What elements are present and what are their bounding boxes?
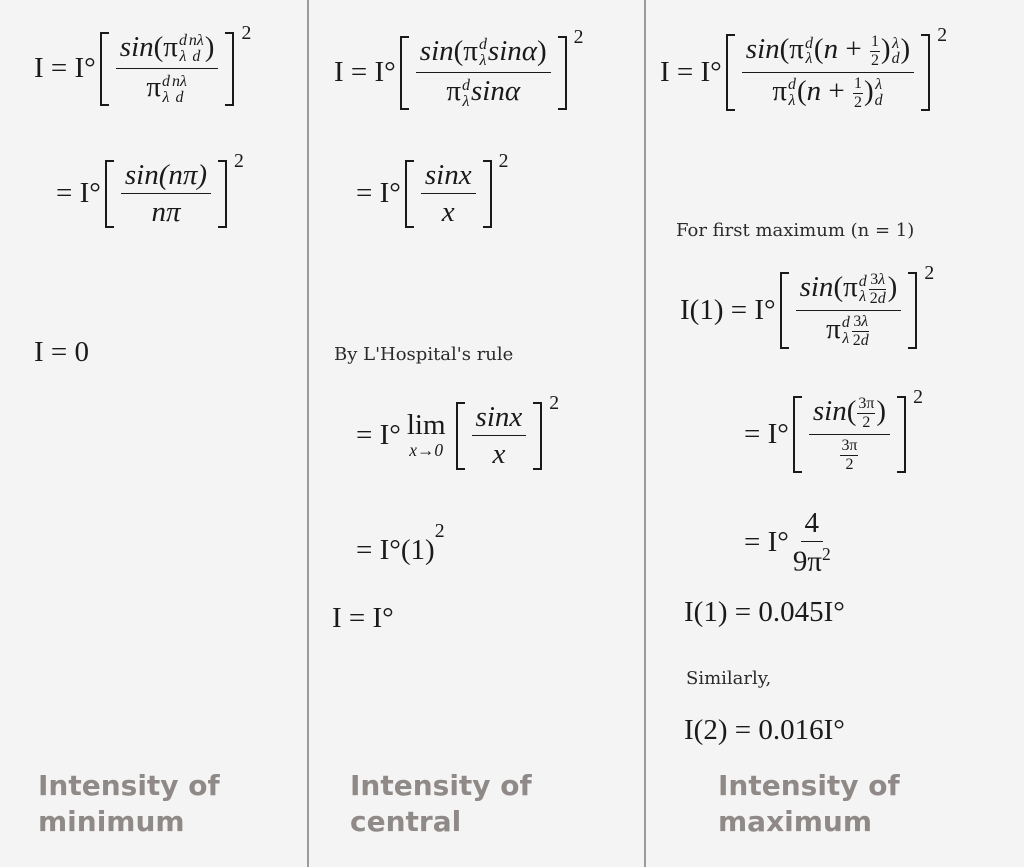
maximum-eq6-text: I(2) = 0.016I° — [684, 714, 845, 746]
central-eq3-numerator: sinx — [472, 402, 527, 436]
minimum-heading-line1: Intensity of — [38, 769, 220, 802]
maximum-equation-5 — [684, 596, 845, 629]
lhospital-rule-text: By L'Hospital's rule — [334, 344, 514, 365]
minimum-equation-2 — [56, 150, 244, 229]
central-eq4-exponent: 2 — [434, 520, 445, 542]
central-eq5-text: I = I° — [332, 602, 394, 634]
maximum-heading — [718, 768, 900, 840]
central-heading — [350, 768, 532, 840]
minimum-eq1-exponent: 2 — [241, 22, 252, 44]
minimum-equation-1: I = I° sin(π d λ nλ d ) π d λ nλ d $^2$ — [34, 22, 252, 106]
minimum-equation-3 — [34, 336, 89, 369]
maximum-equation-1: I = I° sin(π d λ (n + $\frac{1}{2}$ ) λ d ) π d λ (n + $\frac{1}{2}$ ) λ d $^2$ — [660, 24, 948, 111]
maximum-eq5-text: I(1) = 0.045I° — [684, 596, 845, 628]
maximum-eq1-lhs: I = I° — [660, 55, 722, 88]
maximum-eq2-lhs: I(1) = I° — [680, 293, 776, 326]
central-eq3-denominator: x — [492, 438, 506, 471]
central-equation-1: I = I° sin(π d λ sinα) π d λ sinα $^2$ — [334, 26, 584, 110]
column-divider-right — [644, 0, 646, 867]
maximum-eq2-exponent: 2 — [924, 262, 935, 284]
central-equation-5 — [332, 602, 394, 635]
maximum-eq3-lhs: = I° — [744, 417, 789, 450]
central-eq3-exponent: 2 — [549, 392, 560, 414]
minimum-heading — [38, 768, 220, 840]
maximum-eq4-numerator: 4 — [801, 508, 824, 542]
minimum-eq2-exponent: 2 — [234, 150, 244, 172]
maximum-eq1-exponent: 2 — [937, 24, 948, 46]
minimum-eq2-denominator: nπ — [151, 196, 181, 229]
central-heading-line1: Intensity of — [350, 769, 532, 802]
maximum-eq3-exponent: 2 — [913, 386, 923, 408]
similarly-text: Similarly, — [686, 668, 772, 689]
column-divider-left — [307, 0, 309, 867]
maximum-equation-2: I(1) = I° sin(π d λ $\frac{3\lambda}{2d}$ ) π d λ $\frac{3\lambda}{2d}$ $^2$ — [680, 262, 935, 349]
central-eq4-text: = I°(1) — [356, 534, 435, 566]
central-eq2-exponent: 2 — [498, 150, 509, 172]
maximum-equation-4 — [744, 508, 838, 578]
central-eq2-lhs: = I° — [356, 177, 401, 210]
minimum-heading-line2: minimum — [38, 805, 185, 838]
central-eq1-lhs: I = I° — [334, 56, 396, 89]
central-equation-3 — [356, 392, 560, 471]
central-eq3-lim: lim — [406, 409, 446, 441]
maximum-equation-6 — [684, 714, 845, 747]
central-equation-4 — [356, 520, 445, 567]
minimum-eq2-lhs: = I° — [56, 177, 101, 210]
maximum-equation-3: = I° sin( $\frac{3\pi}{2}$ ) $\frac{3\pi}{2}$ $^2$ — [744, 386, 923, 473]
maximum-eq4-exponent: 2 — [822, 544, 831, 565]
first-maximum-text: For first maximum (n = 1) — [676, 220, 915, 241]
minimum-eq3-text: I = 0 — [34, 336, 90, 368]
central-eq2-numerator: sinx — [421, 160, 476, 194]
maximum-eq4-denominator: 9π — [792, 546, 823, 579]
central-equation-2 — [356, 150, 509, 229]
minimum-eq2-numerator: sin(nπ) — [121, 160, 211, 194]
central-eq3-lim-sub: x→0 — [409, 440, 444, 460]
maximum-heading-line1: Intensity of — [718, 769, 900, 802]
central-eq2-denominator: x — [441, 196, 455, 229]
maximum-heading-line2: maximum — [718, 805, 873, 838]
central-eq3-lhs: = I° — [356, 419, 401, 452]
maximum-eq4-lhs: = I° — [744, 526, 789, 559]
central-eq1-exponent: 2 — [573, 26, 584, 48]
minimum-eq1-lhs: I = I° — [34, 52, 96, 85]
central-heading-line2: central — [350, 805, 462, 838]
